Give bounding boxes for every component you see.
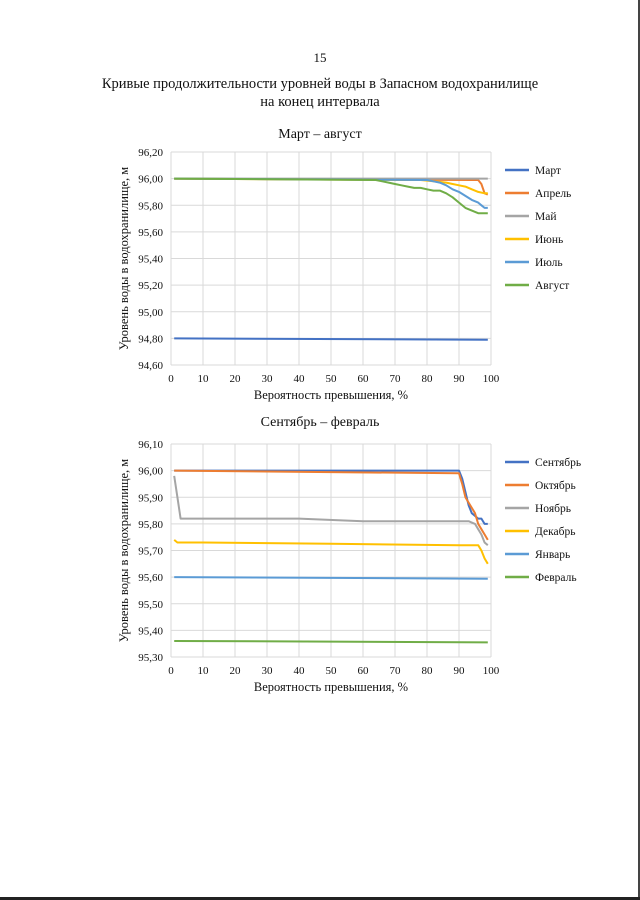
x-tick-label: 60 (357, 665, 369, 677)
x-tick-label: 40 (293, 665, 305, 677)
y-tick-label: 95,20 (138, 280, 163, 293)
y-tick-label: 95,30 (138, 652, 163, 664)
legend-label: Декабрь (535, 526, 576, 538)
legend-label: Март (535, 165, 561, 177)
y-tick-label: 96,10 (138, 439, 163, 451)
y-tick-label: 95,00 (138, 306, 163, 319)
y-tick-label: 95,40 (138, 253, 163, 266)
legend-label: Июнь (535, 234, 564, 246)
y-tick-label: 96,00 (138, 173, 163, 186)
x-tick-label: 100 (482, 665, 500, 677)
y-axis-label: Уровень воды в водохранилище, м (117, 166, 131, 351)
x-axis-label: Вероятность превышения, % (253, 388, 409, 402)
legend-label: Апрель (535, 188, 572, 200)
x-tick-label: 60 (357, 373, 369, 385)
x-tick-label: 20 (229, 665, 241, 677)
series-line-1 (174, 338, 488, 339)
y-tick-label: 94,60 (138, 360, 163, 372)
x-tick-label: 30 (261, 665, 273, 677)
x-tick-label: 10 (197, 373, 209, 385)
x-tick-label: 80 (421, 373, 433, 385)
series-line-6 (174, 641, 488, 642)
legend-label: Февраль (535, 572, 577, 584)
x-axis-label: Вероятность превышения, % (253, 680, 409, 694)
y-tick-label: 95,80 (138, 518, 163, 531)
chart-2-title: Сентябрь – февраль (260, 415, 380, 430)
y-tick-label: 95,40 (138, 625, 163, 638)
y-tick-label: 95,80 (138, 200, 163, 213)
document-title-line-1: Кривые продолжительности уровней воды в Запасном водохранилище (101, 76, 539, 92)
y-tick-label: 95,60 (138, 572, 163, 585)
x-tick-label: 50 (325, 665, 337, 677)
document-title-line-2: на конец интервала (260, 94, 380, 110)
y-tick-label: 95,60 (138, 226, 163, 239)
x-tick-label: 10 (197, 665, 209, 677)
y-tick-label: 95,90 (138, 492, 163, 505)
legend-label: Сентябрь (535, 457, 582, 469)
y-tick-label: 94,80 (138, 333, 163, 346)
legend-label: Май (535, 211, 557, 223)
page-number: 15 (313, 50, 327, 65)
x-tick-label: 80 (421, 665, 433, 677)
x-tick-label: 0 (168, 373, 174, 385)
x-tick-label: 90 (453, 665, 465, 677)
chart-2-svg (0, 432, 640, 702)
legend-label: Январь (535, 549, 571, 561)
document-title (60, 75, 580, 111)
x-tick-label: 20 (229, 373, 241, 385)
y-tick-label: 96,20 (138, 147, 163, 159)
y-tick-label: 95,70 (138, 545, 163, 558)
legend-label: Октябрь (535, 480, 576, 492)
chart-1-svg (0, 140, 640, 410)
x-tick-label: 30 (261, 373, 273, 385)
x-tick-label: 100 (482, 373, 500, 385)
x-tick-label: 50 (325, 373, 337, 385)
x-tick-label: 70 (389, 373, 401, 385)
x-tick-label: 70 (389, 665, 401, 677)
y-tick-label: 95,50 (138, 598, 163, 611)
y-axis-label: Уровень воды в водохранилище, м (117, 458, 131, 643)
chart-1-title: Март – август (278, 127, 362, 142)
x-tick-label: 40 (293, 373, 305, 385)
y-tick-label: 96,00 (138, 465, 163, 478)
legend-label: Ноябрь (535, 503, 571, 515)
legend-label: Июль (535, 257, 563, 269)
legend-label: Август (535, 280, 570, 292)
x-tick-label: 90 (453, 373, 465, 385)
x-tick-label: 0 (168, 665, 174, 677)
